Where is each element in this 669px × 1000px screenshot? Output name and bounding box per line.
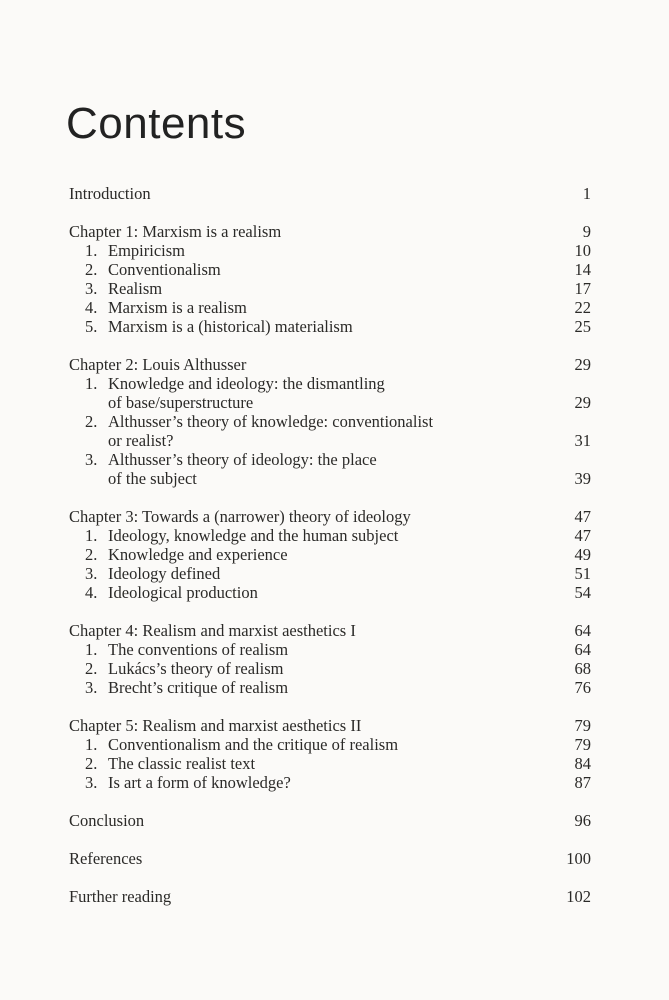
toc-subentry-title: Ideology, knowledge and the human subject	[108, 526, 399, 545]
toc-page-number: 14	[574, 260, 591, 279]
toc-subentry-row[interactable]	[69, 374, 591, 393]
toc-subentry-title: or realist?	[108, 431, 174, 450]
toc-page-number: 49	[574, 545, 591, 564]
toc-page-number: 79	[574, 716, 591, 735]
toc-subentry-title: Knowledge and experience	[108, 545, 288, 564]
toc-subentry-row[interactable]	[69, 298, 591, 317]
toc-subentry-number: 3.	[85, 564, 98, 583]
toc-subentry-number: 2.	[85, 545, 98, 564]
toc-entry-row[interactable]	[69, 222, 591, 241]
toc-page-number: 47	[574, 526, 591, 545]
toc-subentry-number: 1.	[85, 640, 98, 659]
toc-subentry-row[interactable]	[69, 773, 591, 792]
toc-subentry-row[interactable]	[69, 640, 591, 659]
toc-entry-title: References	[69, 849, 143, 868]
toc-subentry-row[interactable]	[69, 241, 591, 260]
toc-subentry-title: Althusser’s theory of knowledge: conventionalist	[108, 412, 434, 431]
toc-subentry-row[interactable]	[69, 659, 591, 678]
toc-subentry-title: The conventions of realism	[108, 640, 289, 659]
toc-entry	[69, 184, 591, 203]
toc-subentry-title: Marxism is a (historical) materialism	[108, 317, 353, 336]
toc-subentry-number: 4.	[85, 583, 98, 602]
toc-subentry-row[interactable]	[69, 279, 591, 298]
toc-subentry-row[interactable]	[69, 678, 591, 697]
toc-entry-title: Chapter 5: Realism and marxist aesthetics II	[69, 716, 362, 735]
toc-subentry-number: 1.	[85, 526, 98, 545]
toc-entry	[69, 355, 591, 488]
toc-subentry-number: 4.	[85, 298, 98, 317]
toc-page-number: 68	[574, 659, 591, 678]
toc-entry	[69, 621, 591, 697]
toc-page-number: 25	[574, 317, 591, 336]
toc-subentry-row[interactable]	[69, 431, 591, 450]
toc-page-number: 39	[574, 469, 591, 488]
toc-page-number: 17	[574, 279, 591, 298]
toc-subentry-title: Lukács’s theory of realism	[108, 659, 284, 678]
toc-subentry-row[interactable]	[69, 317, 591, 336]
toc-page-number: 47	[574, 507, 591, 526]
toc-subentry-row[interactable]	[69, 564, 591, 583]
toc-subentry-row[interactable]	[69, 545, 591, 564]
toc-subentry-number: 1.	[85, 241, 98, 260]
toc-page-number: 31	[574, 431, 591, 450]
toc-subentry-title: Empiricism	[108, 241, 185, 260]
toc-entry-row[interactable]	[69, 849, 591, 868]
toc-subentry-number: 2.	[85, 412, 98, 431]
toc-subentry-number: 5.	[85, 317, 98, 336]
toc-subentry-title: Althusser’s theory of ideology: the place	[108, 450, 377, 469]
toc-entry-title: Chapter 2: Louis Althusser	[69, 355, 247, 374]
toc-subentry-number: 1.	[85, 374, 98, 393]
toc-page-number: 1	[582, 184, 591, 203]
toc-entry-row[interactable]	[69, 887, 591, 906]
toc-page-number: 102	[566, 887, 591, 906]
toc-page-number: 22	[574, 298, 591, 317]
toc-page-number: 64	[574, 621, 591, 640]
toc-entry-title: Chapter 1: Marxism is a realism	[69, 222, 282, 241]
toc-subentry-row[interactable]	[69, 526, 591, 545]
toc-subentry-row[interactable]	[69, 412, 591, 431]
toc-subentry-number: 3.	[85, 678, 98, 697]
toc-entry	[69, 887, 591, 906]
toc-page-number: 64	[574, 640, 591, 659]
toc-entry-title: Chapter 4: Realism and marxist aesthetics I	[69, 621, 356, 640]
toc-entry	[69, 222, 591, 336]
toc-page-number: 100	[566, 849, 591, 868]
toc-subentry-title: Realism	[108, 279, 163, 298]
toc-subentry-title: Brecht’s critique of realism	[108, 678, 289, 697]
toc-page-number: 51	[574, 564, 591, 583]
toc-entry-row[interactable]	[69, 507, 591, 526]
toc-subentry-number: 3.	[85, 450, 98, 469]
toc-page-number: 29	[574, 393, 591, 412]
toc-subentry-row[interactable]	[69, 735, 591, 754]
toc-subentry-number: 2.	[85, 659, 98, 678]
toc-entry	[69, 849, 591, 868]
toc-page-number: 79	[574, 735, 591, 754]
toc-entry-title: Further reading	[69, 887, 172, 906]
toc-entry-row[interactable]	[69, 621, 591, 640]
toc-subentry-title: Conventionalism	[108, 260, 221, 279]
toc-subentry-title: Knowledge and ideology: the dismantling	[108, 374, 385, 393]
toc-entry-title: Conclusion	[69, 811, 145, 830]
toc-page-number: 96	[574, 811, 591, 830]
toc-subentry-number: 2.	[85, 260, 98, 279]
toc-entry	[69, 811, 591, 830]
toc-subentry-title: of base/superstructure	[108, 393, 254, 412]
toc-entry-row[interactable]	[69, 184, 591, 203]
toc-subentry-title: Conventionalism and the critique of realism	[108, 735, 399, 754]
toc-subentry-title: of the subject	[108, 469, 197, 488]
toc-subentry-number: 1.	[85, 735, 98, 754]
toc-page-number: 10	[574, 241, 591, 260]
table-of-contents	[69, 184, 591, 925]
toc-entry-row[interactable]	[69, 355, 591, 374]
page-title: Contents	[66, 99, 247, 149]
toc-entry	[69, 716, 591, 792]
toc-entry	[69, 507, 591, 602]
toc-page-number: 9	[582, 222, 591, 241]
toc-subentry-row[interactable]	[69, 393, 591, 412]
toc-page-number: 84	[574, 754, 591, 773]
toc-subentry-number: 2.	[85, 754, 98, 773]
toc-page-number: 76	[574, 678, 591, 697]
toc-subentry-row[interactable]	[69, 260, 591, 279]
toc-subentry-row[interactable]	[69, 469, 591, 488]
toc-page-number: 29	[574, 355, 591, 374]
toc-subentry-number: 3.	[85, 279, 98, 298]
toc-subentry-title: Marxism is a realism	[108, 298, 247, 317]
toc-entry-title: Introduction	[69, 184, 151, 203]
toc-subentry-number: 3.	[85, 773, 98, 792]
toc-entry-row[interactable]	[69, 716, 591, 735]
toc-subentry-title: The classic realist text	[108, 754, 256, 773]
toc-subentry-row[interactable]	[69, 754, 591, 773]
toc-subentry-title: Is art a form of knowledge?	[108, 773, 291, 792]
toc-subentry-row[interactable]	[69, 450, 591, 469]
toc-subentry-title: Ideology defined	[108, 564, 221, 583]
toc-entry-title: Chapter 3: Towards a (narrower) theory of ideology	[69, 507, 411, 526]
toc-subentry-row[interactable]	[69, 583, 591, 602]
toc-subentry-title: Ideological production	[108, 583, 258, 602]
toc-page-number: 87	[574, 773, 591, 792]
toc-entry-row[interactable]	[69, 811, 591, 830]
toc-page-number: 54	[574, 583, 591, 602]
